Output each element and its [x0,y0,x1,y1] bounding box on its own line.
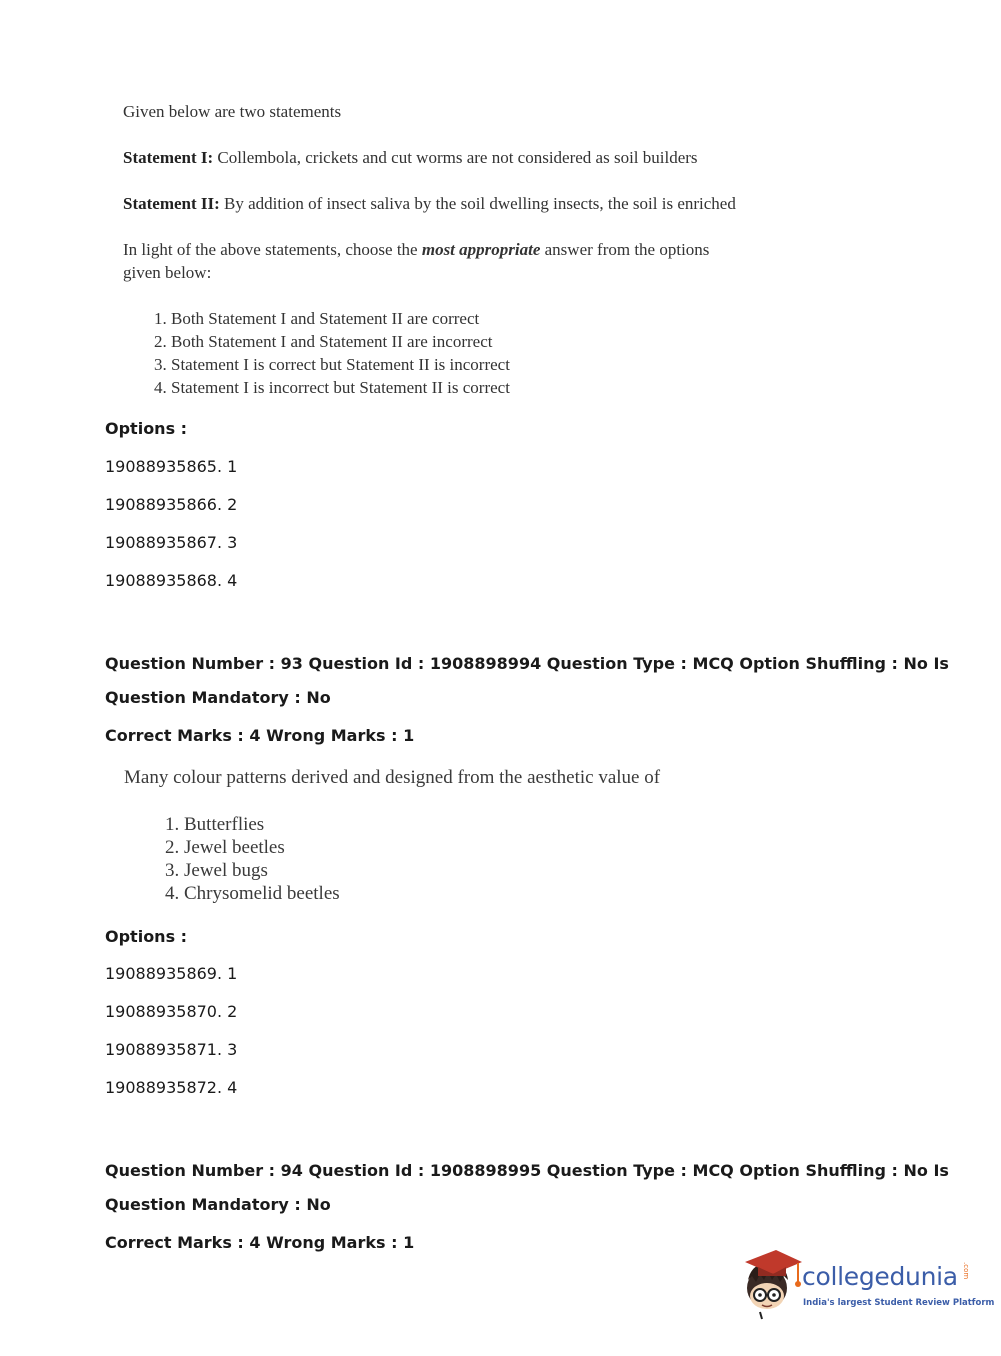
statement-1-label: Statement I: [123,148,214,167]
logo-tagline: India's largest Student Review Platform [803,1298,995,1308]
choice-list [123,307,743,399]
choice-item: 4. Chrysomelid beetles [184,882,744,905]
instruction-pre: In light of the above statements, choose the [123,240,422,259]
question-94-header-line-1: Question Number : 94 Question Id : 1908898995 Question Type : MCQ Option Shuffling : No Is [105,1161,949,1180]
statement-2-label: Statement II: [123,194,220,213]
option-id: 19088935867. 3 [105,533,238,552]
choice-item: 3. Statement I is correct but Statement II is incorrect [171,353,743,376]
options-label: Options : [105,927,188,946]
option-id: 19088935872. 4 [105,1078,238,1097]
options-label: Options : [105,419,188,438]
option-id: 19088935869. 1 [105,964,238,983]
question-92-body [123,100,743,399]
collegedunia-logo [740,1250,995,1320]
choice-item: 4. Statement I is incorrect but Statement II is correct [171,376,743,399]
option-id: 19088935866. 2 [105,495,238,514]
logo-com: .com [962,1262,970,1280]
question-94-marks: Correct Marks : 4 Wrong Marks : 1 [105,1233,415,1252]
instruction-post: answer from the options given below: [123,240,710,282]
question-93-header-line-1: Question Number : 93 Question Id : 1908898994 Question Type : MCQ Option Shuffling : No Is [105,654,949,673]
logo-wordmark: collegedunia [802,1262,958,1291]
graduate-mascot-icon [740,1250,802,1320]
option-id: 19088935868. 4 [105,571,238,590]
question-intro: Given below are two statements [123,102,342,121]
statement-1-text: Collembola, crickets and cut worms are not considered as soil builders [213,148,698,167]
question-93-text: Many colour patterns derived and designed from the aesthetic value of [124,767,661,788]
statement-1 [123,146,743,169]
statement-2 [123,192,743,215]
choice-list [124,813,744,905]
question-93-marks: Correct Marks : 4 Wrong Marks : 1 [105,726,415,745]
option-id: 19088935870. 2 [105,1002,238,1021]
choice-item: 1. Butterflies [184,813,744,836]
instruction-emphasis: most appropriate [421,240,541,259]
question-94-header-line-2: Question Mandatory : No [105,1195,331,1214]
choice-item: 2. Both Statement I and Statement II are incorrect [171,330,743,353]
choice-item: 1. Both Statement I and Statement II are correct [171,307,743,330]
choice-item: 2. Jewel beetles [184,836,744,859]
statement-2-text: By addition of insect saliva by the soil dwelling insects, the soil is enriched [219,194,736,213]
choice-item: 3. Jewel bugs [184,859,744,882]
question-93-header-line-2: Question Mandatory : No [105,688,331,707]
option-id: 19088935871. 3 [105,1040,238,1059]
option-id: 19088935865. 1 [105,457,238,476]
question-instruction [123,238,743,284]
question-93-body [124,766,744,905]
